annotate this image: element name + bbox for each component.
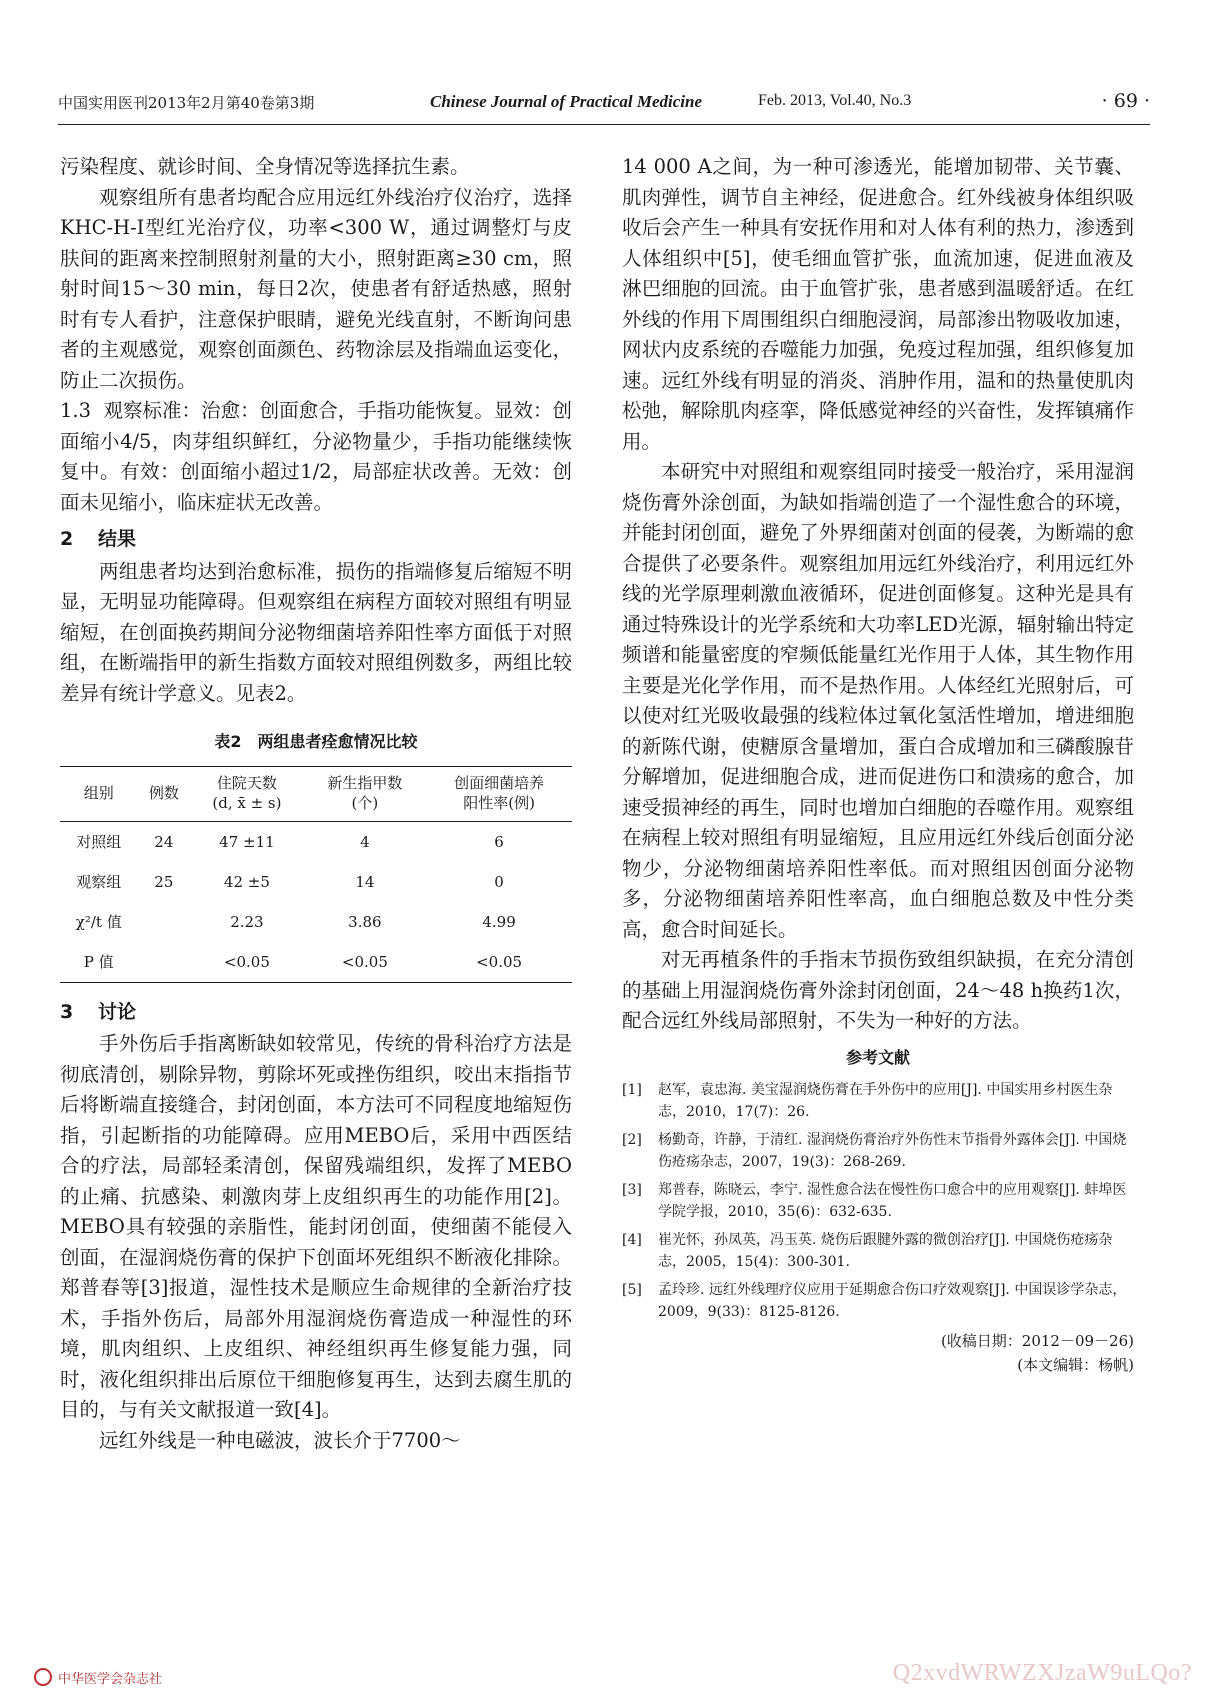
issue-info: Feb. 2013, Vol.40, No.3 <box>758 92 912 109</box>
page-number: · 69 · <box>1101 90 1150 112</box>
section-heading-results: 2 结果 <box>60 528 137 550</box>
journal-name-en: Chinese Journal of Practical Medicine <box>430 92 702 111</box>
paragraph: 污染程度、就诊时间、全身情况等选择抗生素。 <box>60 155 470 178</box>
reference-item: [4] 崔光怀，孙凤英，冯玉英. 烧伤后跟腱外露的微创治疗[J]. 中国烧伤疮疡杂志，2005，15(4)：300-301. <box>622 1232 1113 1270</box>
right-column <box>622 152 1134 1377</box>
table-row: χ²/t 值 2.23 3.86 4.99 <box>75 912 516 931</box>
seal-icon <box>34 1668 52 1686</box>
table-2 <box>60 727 572 983</box>
header-rule <box>58 124 1150 125</box>
section-text: 观察标准：治愈：创面愈合，手指功能恢复。显效：创面缩小4/5，肉芽组织鲜红，分泌物量少，手指功能继续恢复中。有效：创面缩小超过1/2，局部症状改善。无效：创面未见缩小，临床症状无改善。 <box>60 399 572 514</box>
watermark: Q2xvdWRWZXJzaW9uLQo? <box>892 1660 1192 1686</box>
paragraph: 观察组所有患者均配合应用远红外线治疗仪治疗，选择KHC-H-I型红光治疗仪，功率<300 W，通过调整灯与皮肤间的距离来控制照射剂量的大小，照射距离≥30 cm，照射时间15～30 min，每日2次，使患者有舒适热感，照射时有专人看护，注意保护眼睛，避免光线直射，不断询问患者的主观感觉，观察创面颜色、药物涂层及指端血运变化，防止二次损伤。 <box>60 185 572 392</box>
col-header: 创面细菌培养 阳性率(例) <box>426 766 572 821</box>
reference-item: [3] 郑普春，陈晓云，李宁. 湿性愈合法在慢性伤口愈合中的应用观察[J]. 蚌埠医学院学报，2010，35(6)：632-635. <box>622 1182 1127 1220</box>
paragraph: 对无再植条件的手指末节损伤致组织缺损，在充分清创的基础上用湿润烧伤膏外涂封闭创面，24～48 h换药1次，配合远红外线局部照射，不失为一种好的方法。 <box>622 948 1134 1032</box>
table-caption: 表2 两组患者痊愈情况比较 <box>214 732 418 751</box>
results-table <box>60 766 572 983</box>
received-date: (收稿日期：2012－09－26) <box>940 1332 1134 1350</box>
table-row: P 值 <0.05 <0.05 <0.05 <box>60 942 572 983</box>
section-heading-discussion: 3 讨论 <box>60 1000 137 1023</box>
publisher-name: 中华医学会杂志社 <box>58 1671 163 1687</box>
paragraph: 14 000 A之间，为一种可渗透光，能增加韧带、关节囊、肌肉弹性，调节自主神经，促进愈合。红外线被身体组织吸收后会产生一种具有安抚作用和对人体有利的热力，渗透到人体组织中[5]，使毛细血管扩张，血流加速，促进血液及淋巴细胞的回流。由于血管扩张，患者感到温暖舒适。在红外线的作用下周围组织白细胞浸润，局部渗出物吸收加速，网状内皮系统的吞噬能力加强，免疫过程加强，组织修复加速。远红外线有明显的消炎、消肿作用，温和的热量使肌肉松弛，解除肌肉痉挛，降低感觉神经的兴奋性，发挥镇痛作用。 <box>622 155 1134 453</box>
running-header <box>58 92 1150 120</box>
section-1-3 <box>60 396 572 518</box>
section-number: 1.3 <box>60 399 92 422</box>
col-header: 组别 <box>60 766 137 821</box>
reference-item: [2] 杨勤奇，许静，于清红. 湿润烧伤膏治疗外伤性末节指骨外露体会[J]. 中国烧伤疮疡杂志，2007，19(3)：268-269. <box>622 1132 1127 1170</box>
reference-item: [1] 赵军，袁忠海. 美宝湿润烧伤膏在手外伤中的应用[J]. 中国实用乡村医生杂志，2010，17(7)：26. <box>622 1082 1113 1120</box>
col-header: 新生指甲数 (个) <box>304 766 427 821</box>
table-row: 对照组 24 47 ±11 4 6 <box>76 832 504 851</box>
paragraph: 本研究中对照组和观察组同时接受一般治疗，采用湿润烧伤膏外涂创面，为缺如指端创造了一个湿性愈合的环境，并能封闭创面，避免了外界细菌对创面的侵袭，为断端的愈合提供了必要条件。观察组加用远红外线治疗，利用远红外线的光学原理刺激血液循环，促进创面修复。这种光是具有通过特殊设计的光学系统和大功率LED光源，辐射输出特定频谱和能量密度的窄频低能量红光作用于人体，其生物作用主要是光化学作用，而不是热作用。人体经红光照射后，可以使对红光吸收最强的线粒体过氧化氢活性增加，增进细胞的新陈代谢，使糖原含量增加，蛋白合成增加和三磷酸腺苷分解增加，促进细胞合成，进而促进伤口和溃疡的愈合，加速受损神经的再生，同时也增加白细胞的吞噬作用。观察组在病程上较对照组有明显缩短，且应用远红外线后创面分泌物少，分泌物细菌培养阳性率低。而对照组因创面分泌物多，分泌物细菌培养阳性率高，血白细胞总数及中性分类高，愈合时间延长。 <box>622 460 1134 941</box>
table-row: 观察组 25 42 ±5 14 0 <box>76 872 504 891</box>
left-column <box>60 152 572 1456</box>
reference-item: [5] 孟玲珍. 远红外线理疗仪应用于延期愈合伤口疗效观察[J]. 中国误诊学杂志，2009，9(33)：8125-8126. <box>622 1282 1127 1320</box>
paragraph: 手外伤后手指离断缺如较常见，传统的骨科治疗方法是彻底清创，剔除异物，剪除坏死或挫伤组织，咬出末指指节后将断端直接缝合，封闭创面，本方法可不同程度地缩短伤指，引起断指的功能障碍。应用MEBO后，采用中西医结合的疗法，局部轻柔清创，保留残端组织，发挥了MEBO的止痛、抗感染、刺激肉芽上皮组织再生的功能作用[2]。MEBO具有较强的亲脂性，能封闭创面，使细菌不能侵入创面，在湿润烧伤膏的保护下创面坏死组织不断液化排除。郑普春等[3]报道，湿性技术是顺应生命规律的全新治疗技术，手指外伤后，局部外用湿润烧伤膏造成一种湿性的环境，肌肉组织、上皮组织、神经组织再生修复能力强，同时，液化组织排出后原位干细胞修复再生，达到去腐生肌的目的，与有关文献报道一致[4]。 <box>60 1032 572 1421</box>
references-title: 参考文献 <box>845 1047 910 1067</box>
journal-name-cn: 中国实用医刊2013年2月第40卷第3期 <box>58 94 315 112</box>
col-header: 例数 <box>137 766 190 821</box>
paragraph: 两组患者均达到治愈标准，损伤的指端修复后缩短不明显，无明显功能障碍。但观察组在病程方面较对照组有明显缩短，在创面换药期间分泌物细菌培养阳性率方面低于对照组，在断端指甲的新生指数方面较对照组例数多，两组比较差异有统计学意义。见表2。 <box>60 559 572 705</box>
reference-list <box>622 1079 1134 1323</box>
col-header: 住院天数 (d, x̄ ± s) <box>190 766 303 821</box>
editor-note: (本文编辑：杨帆) <box>1017 1356 1134 1374</box>
publisher-logo <box>34 1665 274 1689</box>
paragraph: 远红外线是一种电磁波，波长介于7700～ <box>99 1428 461 1452</box>
